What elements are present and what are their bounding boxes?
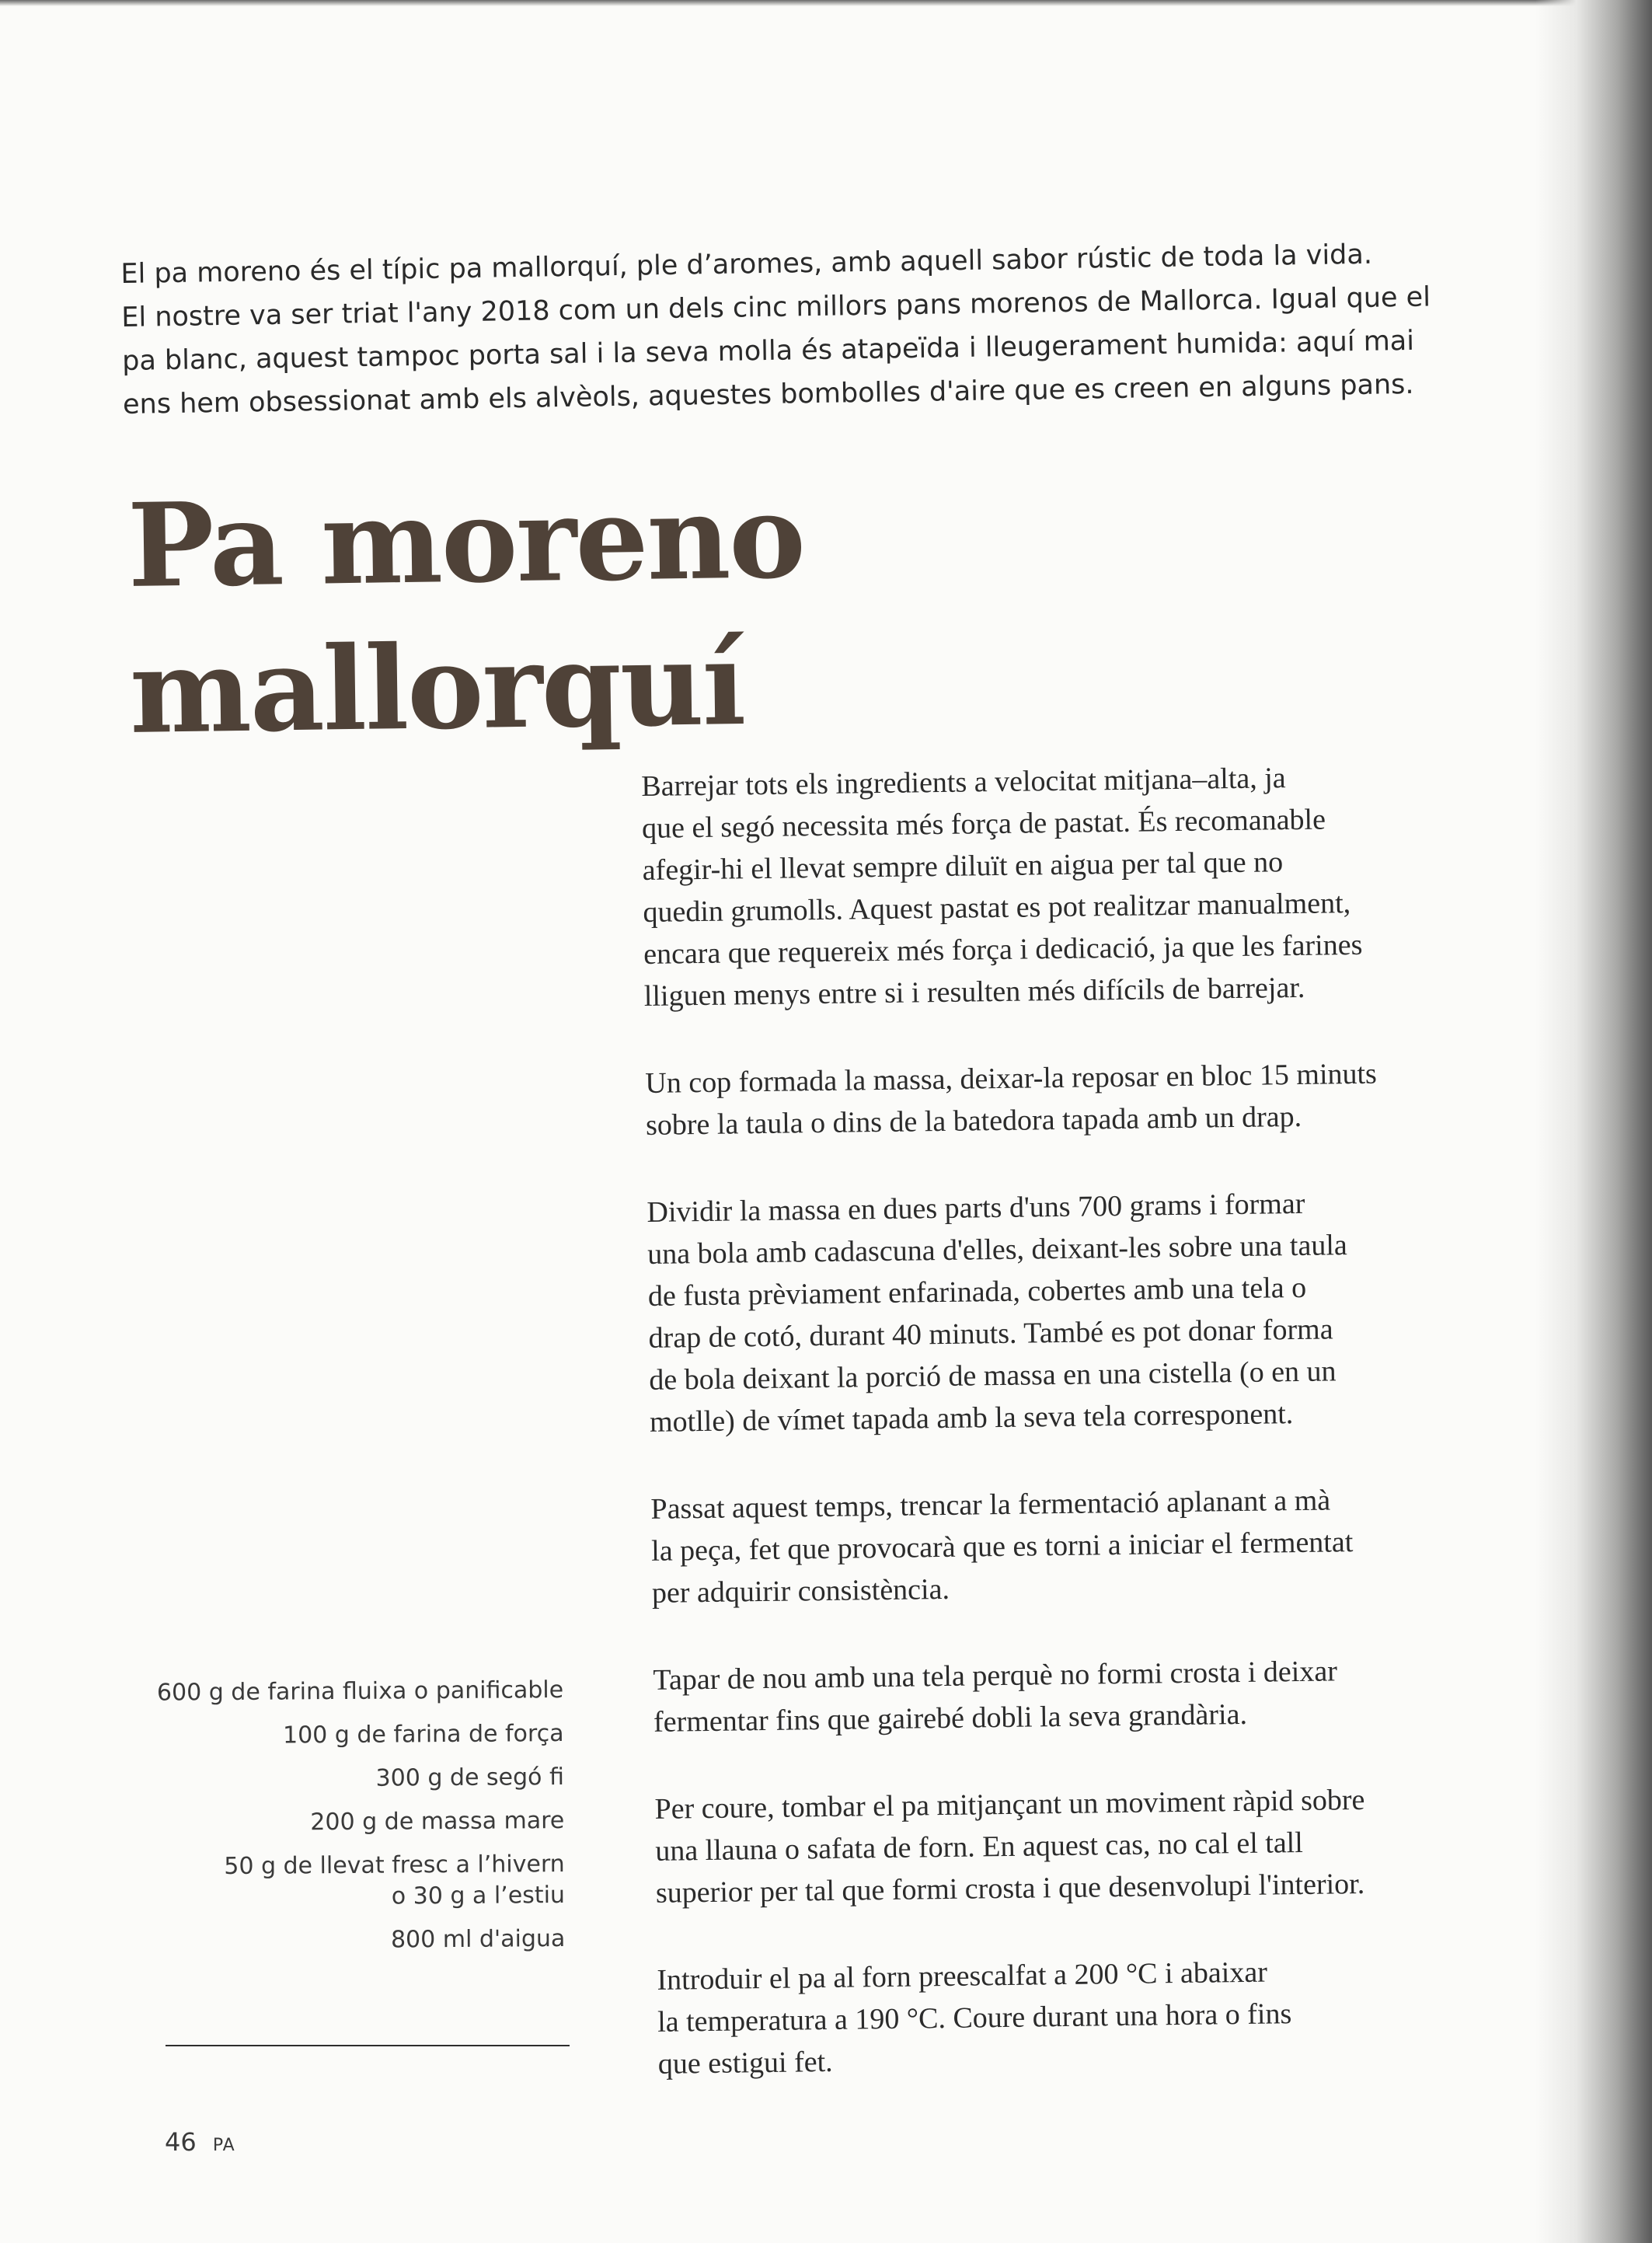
ingredient-line: 200 g de massa mare (310, 1806, 565, 1837)
step-line: Un cop formada la massa, deixar-la reposar en bloc 15 minuts (645, 1057, 1378, 1100)
page-top-edge (0, 0, 1652, 6)
step-line: que el segó necessita més força de pastat. És recomanable (641, 803, 1326, 845)
intro-line: pa blanc, aquest tampoc porta sal i la seva molla és atapeïda i lleugerament humida: aquí mai (121, 325, 1415, 377)
recipe-title-line-1: Pa moreno (127, 468, 805, 613)
page-number: 46 (165, 2127, 197, 2157)
method-step (650, 1477, 1476, 1614)
step-line: Per coure, tombar el pa mitjançant un moviment ràpid sobre (654, 1783, 1365, 1826)
ingredient-line: 800 ml d'aigua (390, 1924, 566, 1954)
intro-line: El pa moreno és el típic pa mallorquí, ple d’aromes, amb aquell sabor rústic de toda la vida. (120, 239, 1373, 290)
intro-line: El nostre va ser triat l'any 2018 com un dels cinc millors pans morenos de Mallorca. Igual que el (121, 281, 1431, 333)
step-line: per adquirir consistència. (651, 1572, 950, 1610)
step-line: lliguen menys entre si i resulten més difícils de barrejar. (643, 971, 1305, 1013)
method-step (654, 1777, 1479, 1914)
ingredient-item (129, 1805, 564, 1840)
step-line: Introduir el pa al forn preescalfat a 200 °C i abaixar (657, 1955, 1268, 1997)
step-line: Barrejar tots els ingredients a velocitat mitjana–alta, ja (641, 762, 1286, 803)
ingredient-line: 50 g de llevat fresc a l’hivern (224, 1850, 565, 1881)
recipe-title (127, 463, 807, 765)
method-steps (641, 755, 1483, 2130)
book-gutter-shadow (1535, 0, 1652, 2243)
method-step (645, 1052, 1469, 1146)
step-line: motlle) de vímet tapada amb la seva tela corresponent. (649, 1397, 1294, 1439)
step-line: una bola amb cadascuna d'elles, deixant-les sobre una taula (647, 1229, 1347, 1271)
ingredient-item (130, 1924, 565, 1958)
step-line: una llauna o safata de forn. En aquest cas, no cal el tall (655, 1826, 1304, 1868)
ingredient-item (128, 1718, 563, 1753)
step-line: la peça, fet que provocarà que es torni a iniciar el fermentat (650, 1526, 1354, 1568)
method-step (641, 755, 1468, 1017)
ingredient-line: 600 g de farina fluixa o panificable (156, 1676, 564, 1707)
section-label: PA (212, 2136, 235, 2155)
step-line: Dividir la massa en dues parts d'uns 700 grams i formar (647, 1187, 1305, 1229)
method-step (657, 1948, 1482, 2085)
step-line: drap de cotó, durant 40 minuts. També es pot donar forma (648, 1313, 1333, 1355)
step-line: la temperatura a 190 °C. Coure durant una hora o fins (657, 1997, 1292, 2039)
step-line: de fusta prèviament enfarinada, cobertes amb una tela o (647, 1271, 1307, 1313)
recipe-title-line-2: mallorquí (128, 615, 746, 759)
method-step (647, 1181, 1473, 1443)
step-line: fermentar fins que gairebé dobli la seva grandària. (653, 1697, 1248, 1739)
ingredient-line: 300 g de segó fi (375, 1763, 565, 1792)
ingredient-line: o 30 g a l’estiu (391, 1881, 566, 1910)
ingredients-list (128, 1675, 566, 1970)
ingredient-item (128, 1675, 563, 1709)
step-line: que estigui fet. (657, 2045, 833, 2081)
step-line: Passat aquest temps, trencar la fermentació aplanant a mà (650, 1484, 1331, 1526)
intro-line: ens hem obsessionat amb els alvèols, aquestes bombolles d'aire que es creen en alguns pans. (122, 368, 1414, 420)
ingredient-item (130, 1849, 566, 1914)
ingredient-item (129, 1762, 564, 1796)
step-line: sobre la taula o dins de la batedora tapada amb un drap. (645, 1100, 1302, 1142)
step-line: quedin grumolls. Aquest pastat es pot realitzar manualment, (643, 887, 1351, 929)
ingredients-divider (166, 2045, 570, 2046)
step-line: encara que requereix més força i dedicació, ja que les farines (643, 928, 1363, 971)
page-footer (165, 2127, 235, 2157)
step-line: superior per tal que formi crosta i que desenvolupi l'interior. (655, 1867, 1365, 1910)
ingredient-line: 100 g de farina de força (282, 1719, 564, 1749)
step-line: de bola deixant la porció de massa en una cistella (o en un (649, 1355, 1337, 1397)
intro-paragraph (120, 232, 1431, 427)
step-line: Tapar de nou amb una tela perquè no formi crosta i deixar (653, 1655, 1338, 1697)
step-line: afegir-hi el llevat sempre diluït en aigua per tal que no (642, 846, 1284, 887)
method-step (653, 1648, 1477, 1743)
